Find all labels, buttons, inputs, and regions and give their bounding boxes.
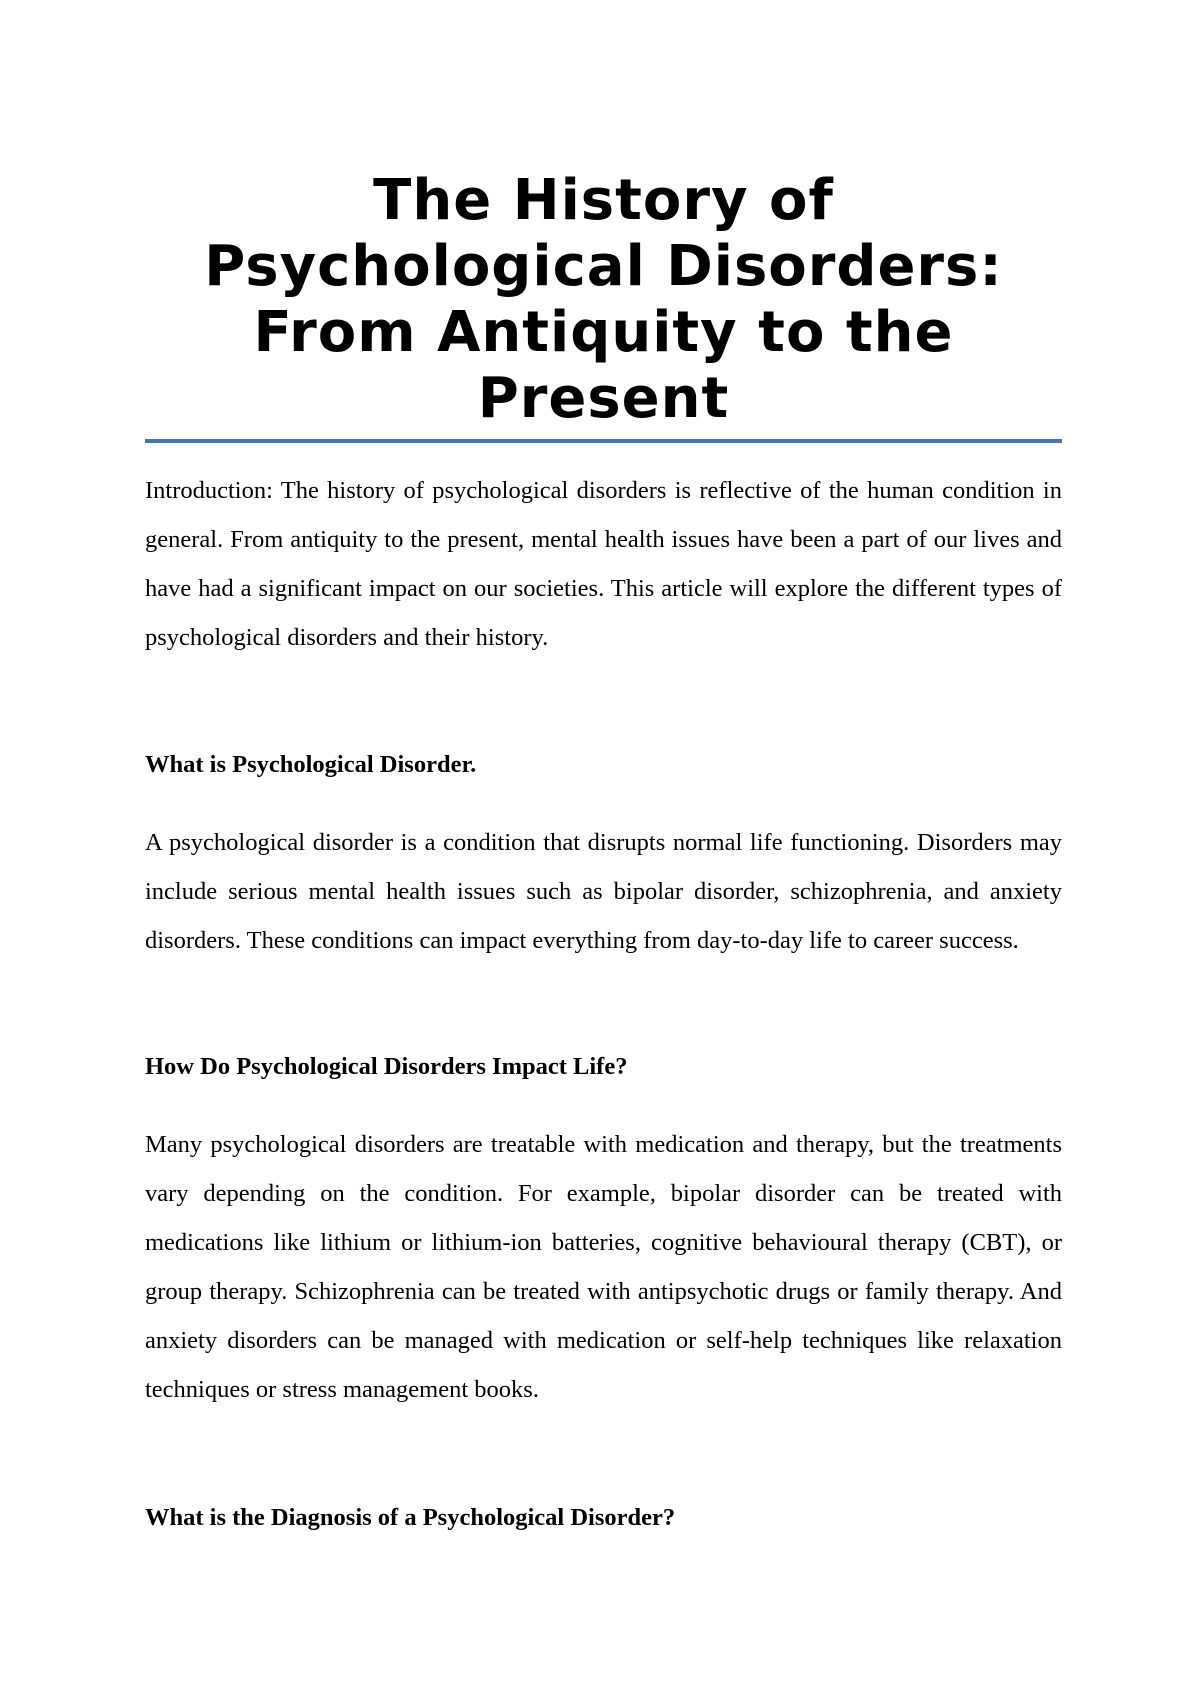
section-heading-what-is: What is Psychological Disorder. (145, 751, 477, 778)
section-paragraph-what-is: A psychological disorder is a condition that disrupts normal life functioning. Disorders may include serious mental health issues such as bipolar disorder, schizophrenia, and anxiety disorders. These conditions can impact everything from day-to-day life to career success. (145, 829, 1062, 954)
document-title: The History of Psychological Disorders: From Antiquity to the Present (204, 168, 1003, 431)
title-underline-rule (145, 439, 1062, 443)
intro-paragraph: Introduction: The history of psychological disorders is reflective of the human condition in general. From antiquity to the present, mental health issues have been a part of our lives and have had a significant impact on our societies. This article will explore the different types of psychological disorders and their history. (145, 477, 1062, 651)
section-paragraph-impact: Many psychological disorders are treatable with medication and therapy, but the treatments vary depending on the condition. For example, bipolar disorder can be treated with medications like lithium or lithium-ion batteries, cognitive behavioural therapy (CBT), or group therapy. Schizophrenia can be treated with antipsychotic drugs or family therapy. And anxiety disorders can be managed with medication or self-help techniques like relaxation techniques or stress management books. (145, 1131, 1062, 1403)
section-heading-diagnosis: What is the Diagnosis of a Psychological Disorder? (145, 1504, 676, 1531)
section-heading-impact: How Do Psychological Disorders Impact Life? (145, 1053, 628, 1080)
